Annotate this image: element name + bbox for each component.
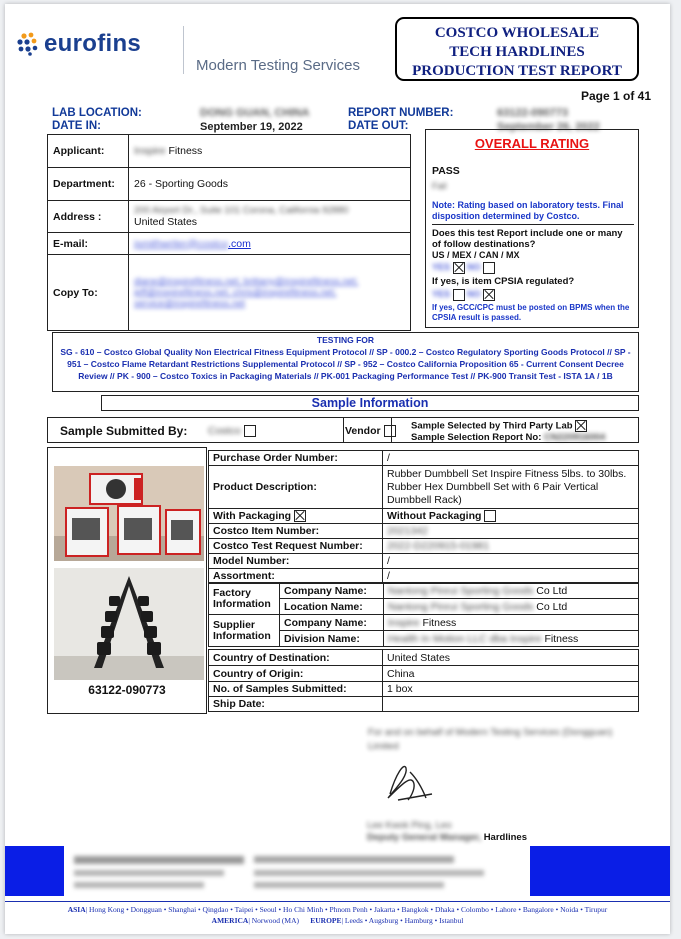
no-checkbox-1[interactable] bbox=[483, 262, 495, 274]
overall-rating-title: OVERALL RATING bbox=[474, 136, 590, 151]
vendor-option: Vendor bbox=[345, 425, 396, 437]
department-value: 26 - Sporting Goods bbox=[129, 168, 411, 201]
destination-options: US / MEX / CAN / MX bbox=[432, 250, 520, 260]
factory-company-label: Company Name: bbox=[280, 583, 384, 599]
assortment-label: Assortment: bbox=[209, 569, 383, 584]
footer-address-block bbox=[64, 846, 530, 896]
supplier-division-value: Health In Motion LLC dba Inspire Fitness bbox=[384, 631, 639, 647]
title-line-3: PRODUCTION TEST REPORT bbox=[412, 63, 622, 79]
origin-label: Country of Origin: bbox=[209, 666, 383, 682]
destination-question: Does this test Report include one or many of follow destinations? bbox=[432, 228, 623, 250]
ship-date-value bbox=[383, 697, 639, 712]
supplier-company-label: Company Name: bbox=[280, 615, 384, 631]
factory-company-value: Nantong Pinrui Sporting Goods Co Ltd bbox=[384, 583, 639, 599]
supplier-division-label: Division Name: bbox=[280, 631, 384, 647]
destination-value: United States bbox=[383, 650, 639, 666]
logo-divider bbox=[183, 26, 184, 74]
test-request-label: Costco Test Request Number: bbox=[209, 539, 383, 554]
rating-result: PASS bbox=[432, 165, 460, 177]
signature-mark bbox=[380, 754, 440, 806]
cpsia-answer: YES NO bbox=[432, 289, 638, 301]
image-caption: 63122-090773 bbox=[88, 683, 166, 697]
address-label: Address : bbox=[48, 201, 129, 233]
sample-submitted-by-label: Sample Submitted By: bbox=[60, 424, 188, 438]
vendor-checkbox[interactable] bbox=[384, 425, 396, 437]
department-label: Department: bbox=[48, 168, 129, 201]
yes-checkbox-1[interactable] bbox=[453, 262, 465, 274]
report-number-value: 63122-090773 bbox=[497, 107, 568, 119]
testing-for-label: TESTING FOR bbox=[316, 335, 375, 345]
lab-location-value: DONG GUAN, CHINA bbox=[200, 107, 310, 119]
signature-for-behalf: For and on behalf of Modern Testing Services (Dongguan) Limited bbox=[368, 727, 613, 752]
supplier-company-value: Inspire Fitness bbox=[384, 615, 639, 631]
title-line-1: COSTCO WHOLESALE bbox=[434, 25, 600, 41]
po-label: Purchase Order Number: bbox=[209, 451, 383, 466]
testing-for-text: SG - 610 – Costco Global Quality Non Electrical Fitness Equipment Protocol // SP - 000.2 – Costco Regulatory Sporting Goods Protocol // SP - 951 – Costco Flame Retardant Restrictions Supplemental Protocol // SP - 952 – Costco California Proposition 65 - Current Consent Decree Review // PK - 900 – Costco Toxics in Packaging Materials // PK-001 Packaging Performance Test // PK-900 Transit Test - ISTA 1A / 1B bbox=[60, 347, 631, 381]
packaged-product-photo bbox=[54, 466, 204, 561]
item-number-label: Costco Item Number: bbox=[209, 524, 383, 539]
ship-date-label: Ship Date: bbox=[209, 697, 383, 712]
gcc-note: If yes, GCC/CPC must be posted on BPMS when the CPSIA result is passed. bbox=[432, 303, 630, 322]
brand-tagline: Modern Testing Services bbox=[196, 57, 360, 74]
no-checkbox-2[interactable] bbox=[483, 289, 495, 301]
supplier-info-label: Supplier Information bbox=[209, 615, 280, 647]
lab-location-label: LAB LOCATION: bbox=[52, 107, 142, 119]
testing-for-box bbox=[52, 332, 639, 392]
date-out-label: DATE OUT: bbox=[348, 120, 409, 132]
date-in-label: DATE IN: bbox=[52, 120, 101, 132]
without-packaging-option: Without Packaging bbox=[383, 509, 639, 524]
destination-label: Country of Destination: bbox=[209, 650, 383, 666]
dumbbell-rack-photo bbox=[54, 568, 204, 680]
sample-details-table bbox=[208, 450, 639, 584]
samples-label: No. of Samples Submitted: bbox=[209, 682, 383, 697]
copy-to-value[interactable]: diane@inspirefitness.net; brittany@inspirefitness.net; jeff@inspirefitness.net; chris@inspirefitness.net; service@inspirefitness.net bbox=[129, 255, 411, 331]
footer-cities: ASIA| Hong Kong • Dongguan • Shanghai • Qingdao • Taipei • Seoul • Ho Chi Minh • Phnom Penh • Jakarta • Bangkok • Dhaka • Colombo • Lahore • Bangalore • Noida • Tirupur AMERICA| Norwood (MA) EUROPE| Leeds • Augsburg • Hamburg • Istanbul bbox=[67, 905, 608, 925]
without-packaging-checkbox[interactable] bbox=[484, 510, 496, 522]
item-number-value: 2021342 bbox=[383, 524, 639, 539]
date-out-value: September 26, 2022 bbox=[497, 121, 600, 133]
signatory-role: Deputy General Manager, Hardlines bbox=[367, 832, 527, 843]
with-packaging-option: With Packaging bbox=[209, 509, 383, 524]
email-label: E-mail: bbox=[48, 233, 129, 255]
with-packaging-checkbox[interactable] bbox=[294, 510, 306, 522]
costco-checkbox[interactable] bbox=[244, 425, 256, 437]
report-number-label: REPORT NUMBER: bbox=[348, 107, 454, 119]
destination-table bbox=[208, 649, 639, 712]
model-number-label: Model Number: bbox=[209, 554, 383, 569]
copy-to-label: Copy To: bbox=[48, 255, 129, 331]
page-number: Page 1 of 41 bbox=[580, 89, 651, 103]
factory-info-label: Factory Information bbox=[209, 583, 280, 615]
third-party-option: Sample Selected by Third Party Lab Sample Selection Report No: CN220916004 bbox=[411, 420, 606, 443]
footer-rule bbox=[5, 901, 670, 902]
date-in-value: September 19, 2022 bbox=[200, 121, 303, 133]
eurofins-logo-icon bbox=[16, 32, 42, 56]
yes-checkbox-2[interactable] bbox=[453, 289, 465, 301]
third-party-checkbox[interactable] bbox=[575, 420, 587, 432]
model-number-value: / bbox=[383, 554, 639, 569]
sample-submitted-row bbox=[47, 417, 639, 443]
applicant-label: Applicant: bbox=[48, 135, 129, 168]
factory-supplier-table bbox=[208, 582, 639, 647]
brand-name: eurofins bbox=[44, 30, 142, 57]
costco-option: Costco bbox=[208, 425, 256, 437]
po-value: / bbox=[383, 451, 639, 466]
sample-image-panel bbox=[47, 447, 207, 714]
report-title-box bbox=[395, 17, 639, 81]
product-description-label: Product Description: bbox=[209, 466, 383, 509]
product-description-value: Rubber Dumbbell Set Inspire Fitness 5lbs. to 30lbs. Rubber Hex Dumbbell Set with 6 Pair Vertical Dumbbell Rack) bbox=[383, 466, 639, 509]
rating-fail: Fail bbox=[432, 181, 447, 191]
cpsia-question: If yes, is item CPSIA regulated? bbox=[432, 276, 575, 287]
assortment-value: / bbox=[383, 569, 639, 584]
factory-location-value: Nantong Pinrui Sporting Goods Co Ltd bbox=[384, 599, 639, 615]
email-value[interactable]: jsmithwriter@costco.com bbox=[129, 233, 411, 255]
applicant-value: Inspire Fitness bbox=[129, 135, 411, 168]
factory-location-label: Location Name: bbox=[280, 599, 384, 615]
client-table bbox=[47, 134, 411, 331]
title-line-2: TECH HARDLINES bbox=[449, 44, 585, 60]
samples-value: 1 box bbox=[383, 682, 639, 697]
sample-information-title: Sample Information bbox=[101, 395, 639, 411]
address-value: 200 Airport Dr., Suite 101 Corona, California 92880 United States bbox=[129, 201, 411, 233]
signatory-name: Lee Kwok Ping, Leo bbox=[367, 820, 452, 831]
destination-answer: YES NO bbox=[432, 262, 638, 274]
rating-note: Note: Rating based on laboratory tests. Final disposition determined by Costco. bbox=[432, 200, 634, 225]
overall-rating-box bbox=[425, 129, 639, 328]
origin-value: China bbox=[383, 666, 639, 682]
test-request-value: 2022-D220915-01981 bbox=[383, 539, 639, 554]
